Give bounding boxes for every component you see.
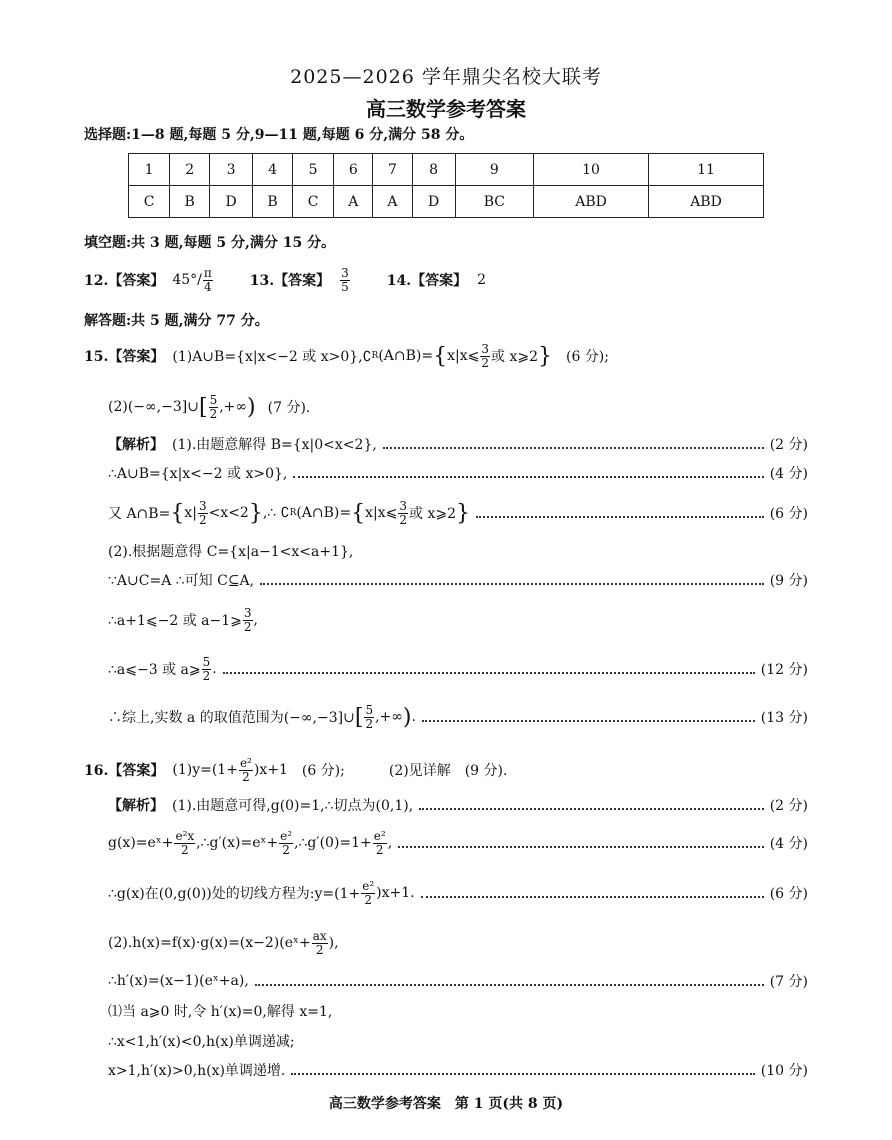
table-row-answers [129,186,764,218]
fraction [209,394,219,421]
fraction [243,607,253,634]
points: (7 分) [769,974,808,990]
table-cell: D [210,186,253,218]
denominator: 4 [204,279,212,294]
fraction [202,656,212,683]
fraction [279,830,293,857]
numerator: 5 [202,654,211,669]
page-footer: 高三数学参考答案 第 1 页(共 8 页) [328,1096,564,1112]
fraction [361,880,375,907]
points: (9 分). [464,763,508,779]
q15-label: 15.【答案】 [84,349,165,365]
numerator: 3 [481,341,489,356]
text: ), [328,935,339,951]
denominator: 2 [481,355,489,370]
text: (1)y=(1+ [172,762,238,778]
text: . [411,709,416,725]
text: )x+1 [253,762,288,778]
text: x| [184,505,197,521]
points: (9 分) [769,573,808,589]
table-cell: ABD [649,186,764,218]
text: ,∴g′(x)=eˣ+ [196,835,279,851]
text: 或 x⩾2 [491,349,538,365]
solve-intro: 解答题:共 5 题,满分 77 分。 [84,313,269,329]
fraction [398,500,408,527]
text: ∴x<1,h′(x)<0,h(x)单调递减; [108,1034,295,1050]
numerator: e² [239,755,252,770]
text: ∵A∪C=A ∴可知 C⊆A, [108,573,255,589]
table-cell: 8 [412,154,455,186]
numerator: e²x [175,828,195,843]
points: (6 分); [565,349,609,365]
q15-analysis-line2 [108,462,808,484]
text: x|x⩽ [447,348,480,364]
text: (2).根据题意得 C={x|a−1<x<a+1}, [108,544,354,560]
text: ∴h′(x)=(x−1)(eˣ+a), [108,973,249,989]
fraction [198,500,208,527]
denominator: 2 [209,406,218,421]
analysis-label: 【解析】 [108,798,164,814]
points: (2 分) [769,437,808,453]
q13-fraction [340,267,350,294]
q14-label: 14.【答案】 [386,273,468,289]
text: ∴a⩽−3 或 a⩾ [108,662,201,678]
points: (6 分); [301,763,345,779]
table-cell: A [334,186,373,218]
q16-label: 16.【答案】 [84,763,165,779]
points: (4 分) [769,466,808,482]
table-cell: ABD [534,186,649,218]
q16-analysis-line5 [108,970,808,992]
fill-intro: 填空题:共 3 题,每题 5 分,满分 15 分。 [84,235,336,251]
q14-value: 2 [477,272,487,288]
numerator: ax [312,928,327,943]
denominator: 2 [198,512,207,527]
points: (2 分) [769,798,808,814]
text: ⑴当 a⩾0 时,令 h′(x)=0,解得 x=1, [108,1004,333,1020]
numerator: 3 [341,265,349,280]
text: ∴a+1⩽−2 或 a−1⩾ [108,613,242,629]
table-cell: 11 [649,154,764,186]
q15-analysis-line4 [108,540,808,562]
fraction [373,830,387,857]
text: . [212,661,217,677]
table-cell: 1 [129,154,170,186]
denominator: 2 [375,842,384,857]
table-cell: C [129,186,170,218]
text: 又 A∩B= [108,506,171,522]
text: , [387,835,393,851]
q16-analysis-line6 [108,1000,808,1022]
text: )x+1. [376,885,415,901]
text: (A∩B)= [296,505,352,521]
denominator: 2 [365,716,374,731]
q15-analysis-line5 [108,569,808,591]
numerator: e² [280,828,293,843]
points: (13 分) [760,710,808,726]
text: (1).由题意可得,g(0)=1,∴切点为(0,1), [172,798,414,814]
points: (10 分) [760,1063,808,1079]
points: (6 分) [769,506,808,522]
text: ,+∞ [375,709,403,725]
q15-analysis-line6 [108,603,808,637]
table-cell: 5 [292,154,333,186]
q16-answer-line [84,753,507,787]
text: <x<2 [208,505,249,521]
text: (2)见详解 [388,763,451,779]
denominator: 5 [341,279,349,294]
text: ∴A∪B={x|x<−2 或 x>0}, [108,466,288,482]
points: (6 分) [769,886,808,902]
text: ,∴g′(0)=1+ [294,835,372,851]
table-cell: BC [455,186,533,218]
numerator: e² [373,828,386,843]
q16-analysis-line2 [108,826,808,860]
q15-analysis-line1 [108,433,808,455]
q15-analysis-line7 [108,652,808,686]
exam-title: 2025—2026 学年鼎尖名校大联考 [290,66,602,88]
text: ,∴ ∁ [262,505,290,521]
table-cell: A [373,186,412,218]
denominator: 2 [315,942,324,957]
numerator: 5 [209,392,218,407]
points: (4 分) [769,836,808,852]
text: 或 x⩾2 [409,506,457,522]
q13-label: 13.【答案】 [249,273,331,289]
q15-analysis-line3: 又 A∩B= { x| $\frac{3}{2}$ <x<2 } ,∴ ∁ R (A∩B)= { x|x⩽ $\frac{3}{2}$ 或 x⩾2 } (6 分) [108,498,808,527]
q15-answer-line1: 15.【答案】 (1)A∪B={x|x<−2 或 x>0},∁ R (A∩B)= { x|x⩽ $\frac{3}{2}$ 或 x⩾2 } (6 分); [84,341,609,370]
table-cell: B [170,186,210,218]
table-cell: 2 [170,154,210,186]
q16-analysis-line4 [108,926,808,960]
table-cell: B [253,186,293,218]
numerator: 5 [365,702,374,717]
fraction [480,343,490,370]
denominator: 2 [243,619,252,634]
q15-analysis-line8: ∴综上,实数 a 的取值范围为(−∞,−3]∪ [ $\frac{5}{2}$ ,+∞ ) . (13 分) [108,702,808,731]
text: , [253,612,258,628]
text: g(x)=eˣ+ [108,835,174,851]
text: ,+∞ [219,399,248,415]
choice-answer-table [128,153,764,218]
table-cell: 9 [455,154,533,186]
denominator: 2 [202,668,211,683]
text: (1).由题意解得 B={x|0<x<2}, [172,437,377,453]
text: x|x⩽ [365,505,398,521]
subscript: R [289,508,297,518]
q16-analysis-line8 [108,1059,808,1081]
text: (1)A∪B={x|x<−2 或 x>0},∁ [172,349,372,365]
table-cell: 10 [534,154,649,186]
points: (12 分) [760,662,808,678]
numerator: π [203,265,212,280]
text: (2).h(x)=f(x)·g(x)=(x−2)(eˣ+ [108,935,311,951]
text: ∴g(x)在(0,g(0))处的切线方程为:y=(1+ [108,886,361,902]
choice-intro: 选择题:1—8 题,每题 5 分,9—11 题,每题 6 分,满分 58 分。 [84,127,474,143]
table-cell: 3 [210,154,253,186]
fill-answers [84,262,486,298]
q12-fraction [203,267,213,294]
numerator: 3 [198,498,207,513]
table-cell: 7 [373,154,412,186]
q16-analysis-line7 [108,1030,808,1052]
table-cell: 4 [253,154,293,186]
denominator: 2 [180,842,189,857]
numerator: 3 [399,498,408,513]
points: (7 分). [267,400,311,416]
analysis-label: 【解析】 [108,437,164,453]
numerator: e² [362,878,375,893]
text: x>1,h′(x)>0,h(x)单调递增. [108,1063,286,1079]
q12-label: 12.【答案】 [84,273,165,289]
fraction [364,704,374,731]
q15-answer-line2: (2)(−∞,−3]∪ [ $\frac{5}{2}$ ,+∞ ) (7 分). [108,392,311,421]
denominator: 2 [242,769,250,784]
table-cell: 6 [334,154,373,186]
text: (2)(−∞,−3]∪ [108,399,199,415]
table-row-numbers [129,154,764,186]
q12-value: 45°/ [172,272,202,288]
text: (A∩B)= [378,348,434,364]
table-cell: D [412,186,455,218]
fraction [312,930,328,957]
document-title: 高三数学参考答案 [366,97,526,121]
fraction [174,830,195,857]
q16-analysis-line3 [108,876,808,910]
text: ∴综上,实数 a 的取值范围为(−∞,−3]∪ [108,710,355,726]
denominator: 2 [364,892,372,907]
denominator: 2 [282,842,290,857]
subscript: R [371,351,379,361]
table-cell: C [292,186,333,218]
denominator: 2 [399,512,408,527]
fraction [239,757,253,784]
numerator: 3 [243,605,252,620]
q16-analysis-line1 [108,794,808,816]
